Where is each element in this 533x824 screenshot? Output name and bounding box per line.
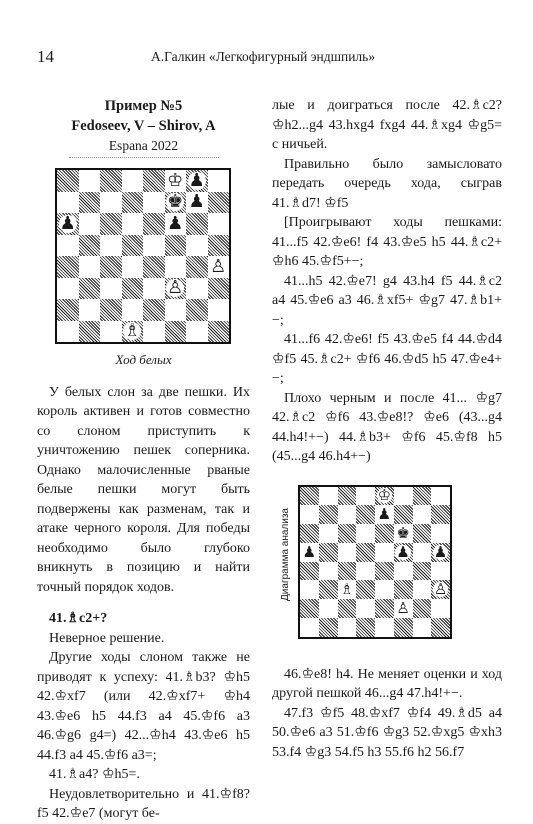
page-number: 14 xyxy=(37,47,54,66)
move-heading: 41.♗c2+? xyxy=(49,611,108,626)
board-square xyxy=(413,487,432,506)
board-square xyxy=(356,599,375,618)
board-square xyxy=(375,562,394,581)
board-square xyxy=(319,580,338,599)
board-square xyxy=(300,524,319,543)
board-square xyxy=(338,599,357,618)
board-square xyxy=(165,213,187,235)
black-pawn-icon: ♟ xyxy=(188,170,205,191)
board-square xyxy=(100,192,122,214)
analysis-paragraph: Плохо черным и после 41... ♔g7 42.♗c2 ♔f6 43.♔e8!? ♔e6 (43...g4 44.h4!+−) 44.♗b3+ ♔f6 45.♔f8 h5 (45...g4 46.h4+−) xyxy=(272,390,502,464)
right-column xyxy=(272,96,502,762)
board-square xyxy=(143,170,165,192)
analysis-diagram-block xyxy=(272,483,502,653)
board-square xyxy=(356,562,375,581)
board-square xyxy=(431,599,450,618)
board-square xyxy=(338,543,357,562)
board-square xyxy=(319,599,338,618)
board-square xyxy=(186,321,208,343)
board-square xyxy=(431,580,450,599)
board-square xyxy=(319,543,338,562)
board-square xyxy=(100,321,122,343)
board-square xyxy=(431,543,450,562)
white-pawn-icon: ♙ xyxy=(433,580,448,599)
board-square xyxy=(100,213,122,235)
white-king-icon: ♔ xyxy=(167,170,184,191)
board-square xyxy=(143,278,165,300)
black-pawn-icon: ♟ xyxy=(188,191,205,213)
board-square xyxy=(165,299,187,321)
board-square xyxy=(57,299,79,321)
board-square xyxy=(122,235,144,257)
white-king-icon: ♔ xyxy=(377,486,392,505)
board-square xyxy=(356,580,375,599)
board-square xyxy=(431,562,450,581)
example-title: Пример №5 xyxy=(104,98,183,114)
white-pawn-icon: ♙ xyxy=(210,256,227,277)
board-square xyxy=(413,543,432,562)
board-square xyxy=(186,192,208,214)
board-square xyxy=(208,213,230,235)
board-square xyxy=(79,213,101,235)
board-square xyxy=(338,487,357,506)
black-pawn-icon: ♟ xyxy=(167,213,184,234)
board-square xyxy=(57,256,79,278)
board-square xyxy=(79,170,101,192)
board-square xyxy=(375,543,394,562)
black-pawn-icon: ♟ xyxy=(433,542,448,561)
board-square xyxy=(186,235,208,257)
board-square xyxy=(431,505,450,524)
board-square xyxy=(356,505,375,524)
example-players: Fedoseev, V – Shirov, A xyxy=(71,118,216,134)
board-square xyxy=(413,505,432,524)
board-square xyxy=(122,170,144,192)
board-square xyxy=(57,321,79,343)
board-square xyxy=(431,618,450,637)
board-square xyxy=(165,256,187,278)
board-square xyxy=(300,543,319,562)
board-square xyxy=(375,524,394,543)
board-square xyxy=(100,256,122,278)
board-square xyxy=(79,278,101,300)
board-square xyxy=(79,235,101,257)
board-square xyxy=(394,599,413,618)
board-square xyxy=(413,562,432,581)
analysis-line: 41.♗a4? ♔h5=. xyxy=(49,767,140,782)
white-bishop-icon: ♗ xyxy=(340,580,354,599)
board-square xyxy=(394,505,413,524)
analysis-continuation: лые и доиграться после 42.♗c2? ♔h2...g4 43.hxg4 fxg4 44.♗xg4 ♔g5= с ничьей. xyxy=(272,98,502,152)
board-square xyxy=(165,321,187,343)
board-square xyxy=(338,580,357,599)
board-square xyxy=(300,618,319,637)
board-square xyxy=(122,278,144,300)
board-square xyxy=(143,299,165,321)
board-square xyxy=(186,278,208,300)
board-square xyxy=(208,170,230,192)
board-square xyxy=(356,618,375,637)
left-column xyxy=(37,96,250,824)
board-square xyxy=(208,235,230,257)
board-square xyxy=(413,580,432,599)
board-square xyxy=(208,299,230,321)
board-square xyxy=(394,543,413,562)
board-square xyxy=(338,618,357,637)
analysis-paragraph: 41...h5 42.♔e7! g4 43.h4 f5 44.♗c2 a4 45.♔e6 a3 46.♗xf5+ ♔g7 47.♗b1+−; xyxy=(272,273,502,328)
white-bishop-icon: ♗ xyxy=(124,320,141,342)
board-square xyxy=(319,487,338,506)
board-square xyxy=(413,618,432,637)
analysis-paragraph: 47.f3 ♔f5 48.♔xf7 ♔f4 49.♗d5 a4 50.♔e6 a3 51.♔f6 ♔g3 52.♔xg5 ♔xh3 53.f4 ♔g3 54.f5 h3 55.f6 h2 56.f7 xyxy=(272,705,502,760)
board-square xyxy=(319,505,338,524)
board-square xyxy=(208,256,230,278)
board-square xyxy=(338,562,357,581)
black-pawn-icon: ♟ xyxy=(302,542,317,561)
board-square xyxy=(300,562,319,581)
board-square xyxy=(394,524,413,543)
board-square xyxy=(356,524,375,543)
board-square xyxy=(57,213,79,235)
board-square xyxy=(165,192,187,214)
board-square xyxy=(394,618,413,637)
board-square xyxy=(100,235,122,257)
board-square xyxy=(186,256,208,278)
board-square xyxy=(57,170,79,192)
white-pawn-icon: ♙ xyxy=(167,277,184,299)
board-square xyxy=(394,487,413,506)
board-square xyxy=(57,192,79,214)
board-square xyxy=(122,321,144,343)
board-square xyxy=(186,213,208,235)
board-square xyxy=(208,192,230,214)
diagram-caption: Ход белых xyxy=(115,352,172,367)
board-square xyxy=(165,170,187,192)
board-square xyxy=(338,505,357,524)
analysis-paragraph: Другие ходы слоном также не приводят к успеху: 41.♗b3? ♔h5 42.♔xf7 (или 42.♔xf7+ ♔h4 43.♔e6 h5 44.f3 a4 45.♔f6 a3 46.♔g6 g4=) 42...♔h4 43.♔e6 h5 44.f3 a4 45.♔f6 a3=; xyxy=(37,650,250,763)
diagram-side-caption: Диаграмма анализа xyxy=(280,507,291,601)
board-square xyxy=(100,278,122,300)
board-square xyxy=(143,256,165,278)
board-square xyxy=(143,213,165,235)
black-king-icon: ♚ xyxy=(167,191,184,213)
board-square xyxy=(413,599,432,618)
board-square xyxy=(100,299,122,321)
analysis-paragraph: [Проигрывают ходы пешками: 41...f5 42.♔e6! f4 43.♔e5 h5 44.♗c2+ ♔h6 45.♔f5+−; xyxy=(272,215,502,269)
board-square xyxy=(300,487,319,506)
intro-paragraph: У белых слон за две пешки. Их король активен и готов совместно со слоном приступить к уничтожению пешек соперника. Однако малочисленные рваные белые пешки могут быть подвержены как разменам, так и атаке черного короля. Для победы необходимо было глубоко вникнуть в позицию и найти точный порядок ходов. xyxy=(37,384,250,595)
black-pawn-icon: ♟ xyxy=(377,505,392,524)
board-square xyxy=(57,278,79,300)
black-king-icon: ♚ xyxy=(396,524,410,542)
board-square xyxy=(319,618,338,637)
white-pawn-icon: ♙ xyxy=(396,599,410,617)
board-square xyxy=(375,505,394,524)
board-square xyxy=(186,170,208,192)
board-square xyxy=(122,213,144,235)
board-square xyxy=(122,256,144,278)
analysis-paragraph: Неудовлетворительно и 41.♔f8? f5 42.♔e7 (могут бе- xyxy=(37,786,250,821)
analysis-paragraph: Правильно было замысловато передать очередь хода, сыграв 41.♗d7! ♔f5 xyxy=(272,156,502,211)
chess-diagram-main xyxy=(55,168,231,344)
board-square xyxy=(186,299,208,321)
board-square xyxy=(375,599,394,618)
board-square xyxy=(375,618,394,637)
page-header xyxy=(0,47,533,67)
board-square xyxy=(165,278,187,300)
analysis-paragraph: 41...f6 42.♔e6! f5 43.♔e5 f4 44.♔d4 ♔f5 45.♗c2+ ♔f6 46.♔d5 h5 47.♔e4+−; xyxy=(272,332,502,386)
board-square xyxy=(208,321,230,343)
board-square xyxy=(143,235,165,257)
board-square xyxy=(319,524,338,543)
board-square xyxy=(413,524,432,543)
board-square xyxy=(431,487,450,506)
running-title: А.Галкин «Легкофигурный эндшпиль» xyxy=(151,49,376,64)
board-square xyxy=(79,256,101,278)
board-square xyxy=(394,580,413,599)
example-event: Espana 2022 xyxy=(108,138,179,153)
board-square xyxy=(338,524,357,543)
board-square xyxy=(375,487,394,506)
board-square xyxy=(431,524,450,543)
board-square xyxy=(394,562,413,581)
analysis-paragraph: 46.♔e8! h4. Не меняет оценки и ход другой пешкой 46...g4 47.h4!+−. xyxy=(272,666,502,701)
board-square xyxy=(300,505,319,524)
board-square xyxy=(375,580,394,599)
board-square xyxy=(57,235,79,257)
board-square xyxy=(356,543,375,562)
board-square xyxy=(79,321,101,343)
chess-diagram-analysis xyxy=(298,485,452,639)
board-square xyxy=(122,299,144,321)
board-square xyxy=(143,321,165,343)
board-square xyxy=(165,235,187,257)
board-square xyxy=(356,487,375,506)
board-square xyxy=(208,278,230,300)
black-pawn-icon: ♟ xyxy=(59,213,76,234)
board-square xyxy=(122,192,144,214)
board-square xyxy=(143,192,165,214)
comment-wrong: Неверное решение. xyxy=(49,630,165,646)
board-square xyxy=(79,192,101,214)
black-pawn-icon: ♟ xyxy=(396,542,410,561)
board-square xyxy=(300,580,319,599)
board-square xyxy=(300,599,319,618)
board-square xyxy=(79,299,101,321)
board-square xyxy=(100,170,122,192)
board-square xyxy=(319,562,338,581)
